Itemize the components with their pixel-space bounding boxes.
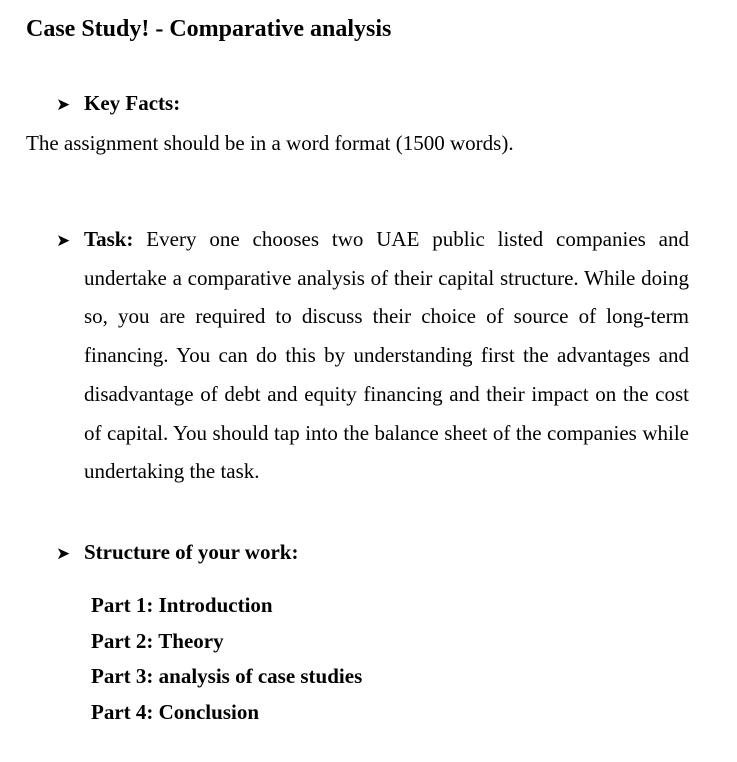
list-item: Part 2: Theory — [91, 628, 224, 653]
key-facts-section — [56, 91, 180, 116]
structure-parts-list — [91, 588, 362, 730]
structure-section — [56, 540, 298, 565]
list-item: Part 1: Introduction — [91, 593, 273, 617]
task-heading: Task: — [84, 227, 134, 251]
task-paragraph — [84, 220, 689, 491]
page-title: Case Study! - Comparative analysis — [26, 16, 392, 42]
task-text: Every one chooses two UAE public listed companies and undertake a comparative analysis of their capital structure. While doing so, you are required to discuss their choice of source of long-term financing. You can do this by understanding first the advantages and disadvantage of debt and equity financing and their impact on the cost of capital. You should tap into the balance sheet of the companies while undertaking the task. — [84, 227, 689, 484]
arrow-bullet-icon: ➤ — [56, 231, 71, 251]
key-facts-heading: Key Facts: — [84, 91, 181, 115]
arrow-bullet-icon: ➤ — [56, 95, 71, 115]
list-item: Part 4: Conclusion — [91, 699, 259, 724]
list-item: Part 3: analysis of case studies — [91, 664, 363, 688]
arrow-bullet-icon: ➤ — [56, 544, 71, 564]
key-facts-text: The assignment should be in a word format (1500 words). — [26, 131, 514, 155]
structure-heading: Structure of your work: — [84, 540, 299, 564]
